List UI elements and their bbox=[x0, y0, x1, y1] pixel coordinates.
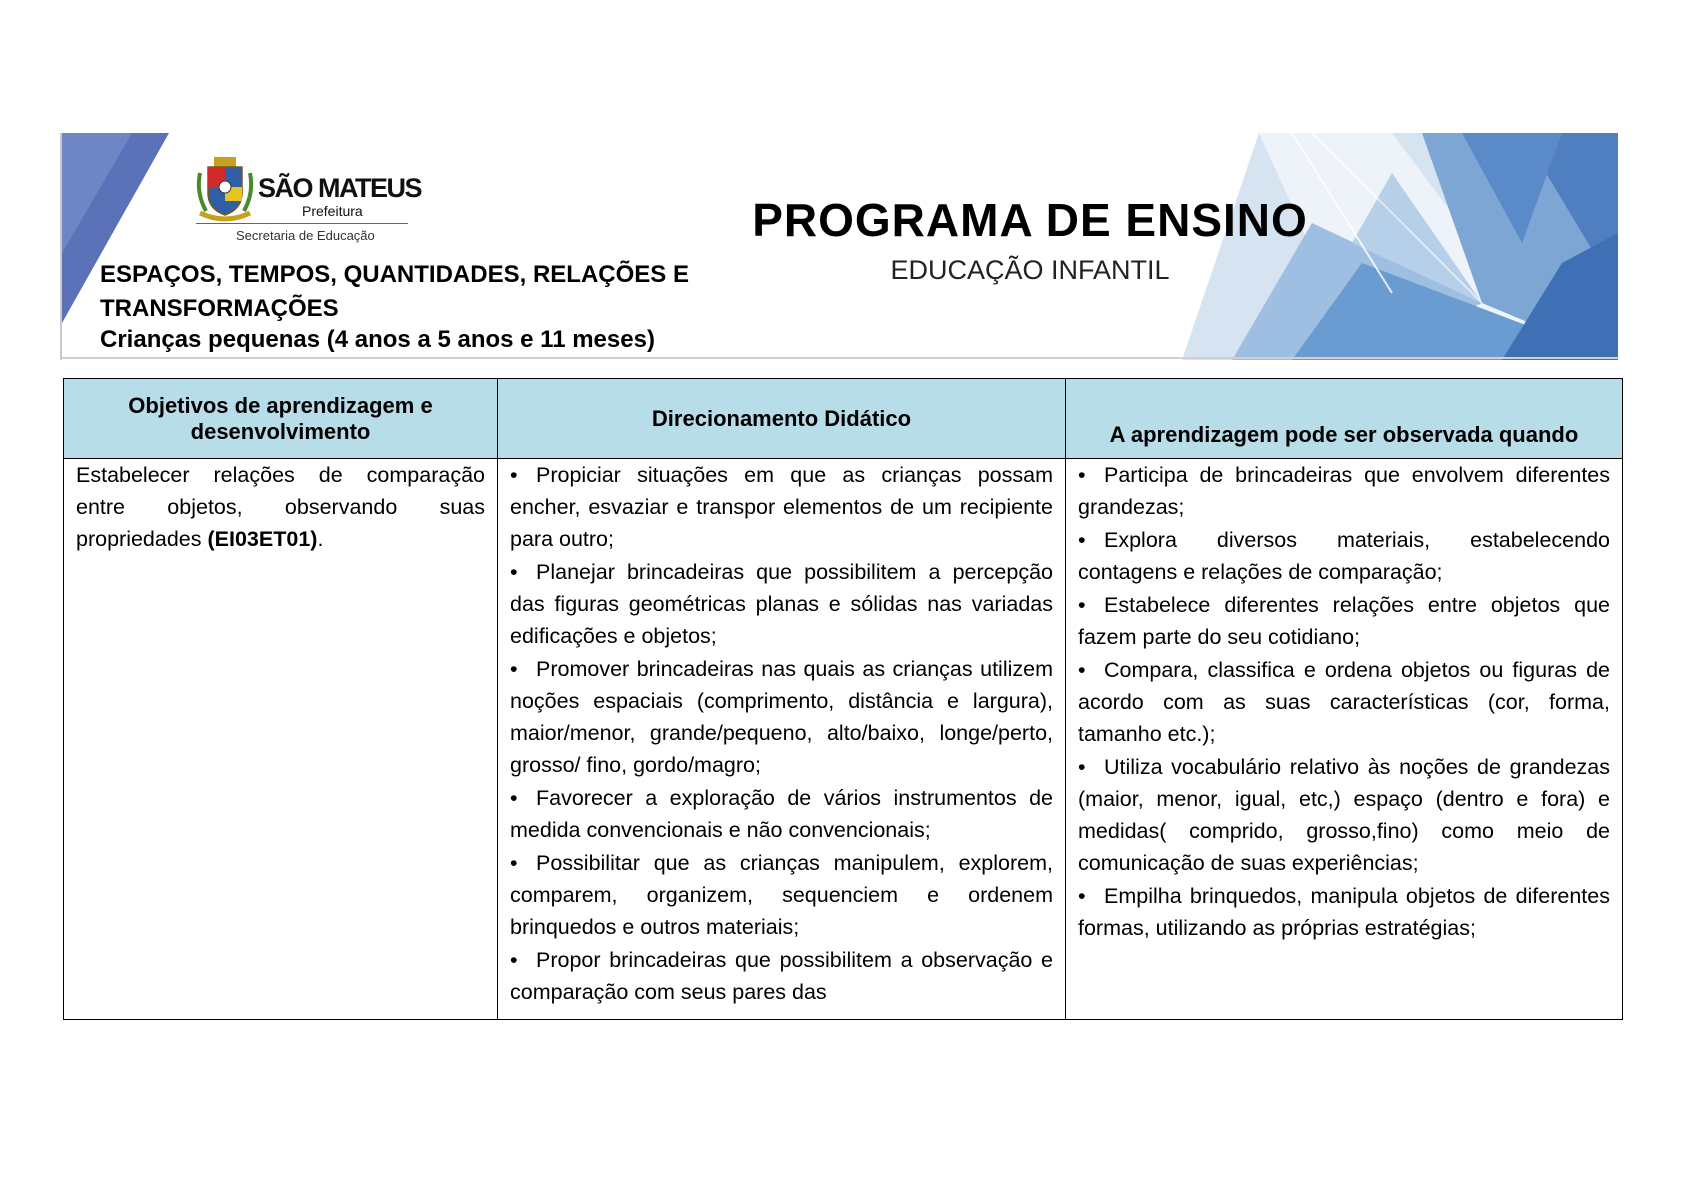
list-item: • Estabelece diferentes relações entre objetos que fazem parte do seu cotidiano; bbox=[1078, 589, 1610, 653]
didactic-cell bbox=[498, 459, 1066, 1020]
header-banner bbox=[60, 133, 1618, 360]
header-observed: A aprendizagem pode ser observada quando bbox=[1066, 379, 1623, 459]
logo-secretaria: Secretaria de Educação bbox=[236, 228, 375, 243]
bullet: • bbox=[510, 851, 518, 875]
logo-city: SÃO MATEUS bbox=[258, 173, 422, 203]
list-item: • Favorecer a exploração de vários instrumentos de medida convencionais e não convencionais; bbox=[510, 782, 1053, 846]
bullet: • bbox=[1078, 755, 1086, 779]
bullet: • bbox=[510, 657, 518, 681]
bullet: • bbox=[510, 786, 518, 810]
list-item: • Explora diversos materiais, estabelecendo contagens e relações de comparação; bbox=[1078, 524, 1610, 588]
logo-prefeitura: Prefeitura bbox=[302, 203, 363, 219]
bullet: • bbox=[510, 560, 518, 584]
program-title: PROGRAMA DE ENSINO bbox=[752, 194, 1308, 246]
bullet: • bbox=[1078, 593, 1086, 617]
list-item: • Possibilitar que as crianças manipulem, explorem, comparem, organizem, sequenciem e ordenem brinquedos e outros materiais; bbox=[510, 847, 1053, 943]
list-item: • Propor brincadeiras que possibilitem a observação e comparação com seus pares das bbox=[510, 944, 1053, 1008]
program-subtitle: EDUCAÇÃO INFANTIL bbox=[890, 255, 1170, 285]
objective-end: . bbox=[317, 527, 324, 551]
logo-divider bbox=[196, 223, 408, 224]
bullet: • bbox=[510, 463, 518, 487]
table-row bbox=[64, 459, 1623, 1020]
bullet: • bbox=[510, 948, 518, 972]
bullet: • bbox=[1078, 528, 1086, 552]
observed-cell bbox=[1066, 459, 1623, 1020]
list-item: • Promover brincadeiras nas quais as crianças utilizem noções espaciais (comprimento, distância e largura), maior/menor, grande/pequeno, alto/baixo, longe/perto, grosso/ fino, gordo/magro; bbox=[510, 653, 1053, 781]
bullet: • bbox=[1078, 463, 1086, 487]
list-item: • Empilha brinquedos, manipula objetos de diferentes formas, utilizando as próprias estratégias; bbox=[1078, 880, 1610, 944]
list-item: • Compara, classifica e ordena objetos ou figuras de acordo com as suas características (cor, forma, tamanho etc.); bbox=[1078, 654, 1610, 750]
list-item: • Planejar brincadeiras que possibilitem a percepção das figuras geométricas planas e sólidas nas variadas edificações e objetos; bbox=[510, 556, 1053, 652]
header-objectives: Objetivos de aprendizagem e desenvolvimento bbox=[64, 379, 498, 459]
age-group: Crianças pequenas (4 anos a 5 anos e 11 meses) bbox=[100, 326, 655, 353]
bullet: • bbox=[1078, 884, 1086, 908]
objective-cell bbox=[64, 459, 498, 1020]
bullet: • bbox=[1078, 658, 1086, 682]
list-item: • Propiciar situações em que as crianças possam encher, esvaziar e transpor elementos de um recipiente para outro; bbox=[510, 459, 1053, 555]
coat-of-arms-icon bbox=[192, 153, 258, 227]
list-item: • Utiliza vocabulário relativo às noções de grandezas (maior, menor, igual, etc,) espaço (dentro e fora) e medidas( comprido, grosso,fino) como meio de comunicação de suas experiências; bbox=[1078, 751, 1610, 879]
header-didactic: Direcionamento Didático bbox=[498, 379, 1066, 459]
objective-text: Estabelecer relações de comparação entre objetos, observando suas propriedades bbox=[76, 463, 485, 551]
table-header-row bbox=[64, 379, 1623, 459]
logo bbox=[192, 153, 482, 243]
objective-code: (EI03ET01) bbox=[207, 527, 318, 551]
program-table bbox=[63, 378, 1623, 1020]
list-item: • Participa de brincadeiras que envolvem diferentes grandezas; bbox=[1078, 459, 1610, 523]
area-title: ESPAÇOS, TEMPOS, QUANTIDADES, RELAÇÕES E TRANSFORMAÇÕES bbox=[100, 261, 689, 322]
